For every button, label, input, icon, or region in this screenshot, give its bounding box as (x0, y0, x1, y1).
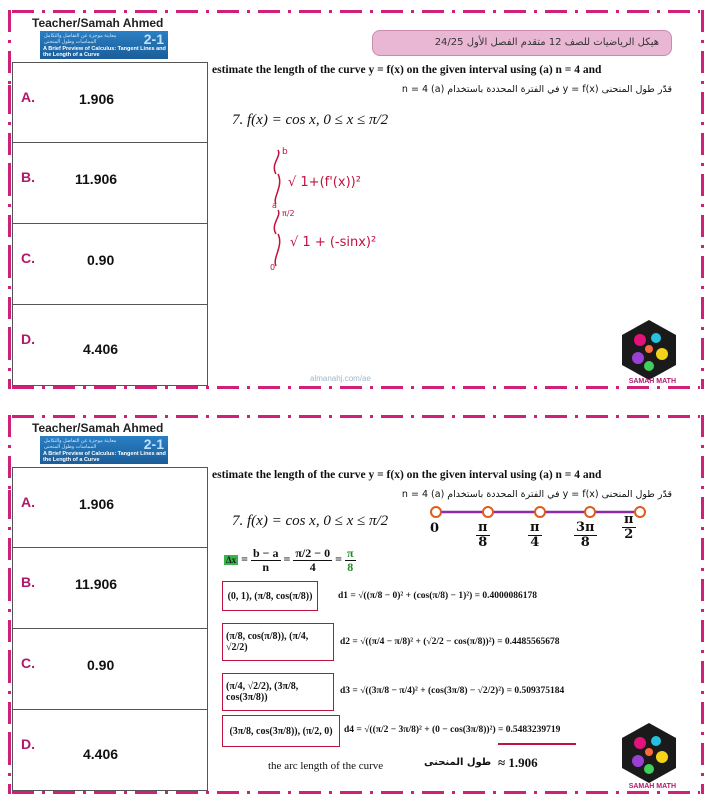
choice-letter: B. (21, 169, 35, 185)
choice-marker (8, 490, 11, 514)
dx-fraction-2 (293, 547, 332, 573)
distance-expr: √((π/4 − π/8)² + (√2/2 − cos(π/8))²) (360, 637, 495, 647)
lesson-banner (40, 31, 168, 59)
watermark: almanahj.com/ae (310, 374, 371, 383)
tick-label-0: 0 (430, 521, 440, 536)
delta-x-formula: Δx = $\frac{b - a}{n}$ = $\frac{\pi/2 - 0}{4}$ = $\frac{\pi}{8}$ (226, 546, 354, 574)
tick-num: π (530, 520, 540, 535)
choice-letter: C. (21, 655, 35, 671)
choice-letter: D. (21, 736, 35, 752)
dx-ans-num: π (346, 546, 354, 560)
lesson-banner (40, 436, 168, 464)
lower-limit-2: 0 (270, 263, 276, 272)
distance-label: d4 = (344, 725, 362, 735)
tick-den: 4 (530, 534, 540, 550)
point-pair-4: (3π/8, cos(3π/8)), (π/2, 0) (222, 715, 340, 747)
prompt-english: estimate the length of the curve y = f(x) on the given interval using (a) n = 4 and (212, 64, 602, 76)
logo-text: SAMAH MATH (628, 378, 676, 385)
border-top (12, 10, 700, 13)
choice-marker (8, 246, 11, 270)
number-line-axis (430, 505, 650, 519)
choice-marker (8, 85, 11, 109)
distance-1 (338, 591, 537, 601)
choice-c[interactable] (12, 224, 208, 305)
choice-a[interactable] (12, 467, 208, 548)
dx-num2: π/2 − 0 (295, 546, 331, 560)
border-top (12, 415, 700, 418)
header-pill: هيكل الرياضيات للصف 12 متقدم الفصل الأول 24/25 (372, 30, 672, 56)
prompt-arabic: قدّر طول المنحنى y = f(x) في الفترة المحددة باستخدام (a) n = 4 (401, 84, 672, 95)
point-pair-1: (0, 1), (π/8, cos(π/8)) (222, 581, 318, 611)
choices-list (12, 467, 208, 791)
choice-value: 1.906 (79, 91, 115, 107)
border-bottom (12, 791, 700, 794)
teacher-name: Teacher/Samah Ahmed (32, 16, 164, 30)
tick-den: 8 (580, 534, 590, 550)
choice-value: 1.906 (79, 496, 115, 512)
border-right (701, 10, 704, 389)
slide-solution (0, 405, 712, 800)
choice-c[interactable] (12, 629, 208, 710)
samah-math-logo (618, 721, 680, 785)
upper-limit-2: π/2 (282, 209, 295, 218)
delta-x-label: Δx (226, 554, 237, 565)
choice-value: 11.906 (75, 576, 118, 592)
tick-num: π (478, 520, 488, 535)
distance-value: = 0.4485565678 (497, 637, 560, 647)
distance-label: d2 = (340, 637, 358, 647)
arc-length-arabic: طول المنحنى (424, 757, 492, 768)
upper-limit-1: b (282, 147, 288, 157)
distance-value: = 0.509375184 (506, 686, 565, 696)
distance-3 (340, 686, 564, 696)
border-bottom (12, 386, 700, 389)
choice-letter: C. (21, 250, 35, 266)
dx-den: n (262, 559, 270, 574)
lesson-banner-english: A Brief Preview of Calculus: Tangent Lines and the Length of a Curve (43, 451, 166, 463)
choice-b[interactable] (12, 143, 208, 224)
lesson-banner-english: A Brief Preview of Calculus: Tangent Lines and the Length of a Curve (43, 46, 166, 58)
dx-den2: 4 (309, 559, 316, 574)
distance-value: = 0.4000086178 (474, 591, 538, 601)
choice-letter: A. (21, 494, 35, 510)
point-pair-3: (π/4, √2/2), (3π/8, cos(3π/8)) (222, 673, 334, 711)
integrand-1: √ 1+(f'(x))² (288, 175, 361, 190)
distance-expr: √((π/8 − 0)² + (cos(π/8) − 1)²) (358, 591, 473, 601)
border-right (701, 415, 704, 794)
tick-den: 2 (624, 526, 634, 542)
problem-statement: 7. f(x) = cos x, 0 ≤ x ≤ π/2 (232, 112, 389, 128)
choice-value: 0.90 (87, 252, 115, 268)
choice-a[interactable] (12, 62, 208, 143)
lesson-number: 2-1 (143, 436, 164, 452)
tick-label-3pi-8 (574, 521, 597, 549)
choice-marker (8, 570, 11, 594)
samah-math-logo (618, 318, 680, 382)
choice-d[interactable] (12, 305, 208, 386)
distance-label: d1 = (338, 591, 356, 601)
number-line (430, 505, 650, 575)
handwritten-work (268, 146, 428, 276)
lesson-number: 2-1 (143, 31, 164, 47)
logo-text: SAMAH MATH (628, 783, 676, 790)
tick-den: 8 (478, 534, 488, 550)
dx-num: b − a (253, 546, 279, 560)
tick-label-pi-8 (476, 521, 490, 549)
choice-marker (8, 651, 11, 675)
choice-letter: A. (21, 89, 35, 105)
arc-length-label: the arc length of the curve (268, 760, 384, 772)
choice-value: 11.906 (75, 171, 118, 187)
choice-value: 4.406 (83, 341, 119, 357)
tick-label-pi-2 (622, 513, 636, 541)
lesson-banner-arabic: معاينة موجزة عن التفاضل والتكامل المماسات وطول المنحنى (44, 33, 117, 45)
choice-d[interactable] (12, 710, 208, 791)
choice-value: 0.90 (87, 657, 115, 673)
prompt-english: estimate the length of the curve y = f(x) on the given interval using (a) n = 4 and (212, 469, 602, 481)
distance-value: = 0.5483239719 (497, 725, 561, 735)
lower-limit-1: a (272, 201, 277, 210)
slide-question (0, 0, 712, 395)
choice-marker (8, 732, 11, 756)
tick-label-pi-4 (528, 521, 542, 549)
problem-statement: 7. f(x) = cos x, 0 ≤ x ≤ π/2 (232, 513, 389, 529)
distance-label: d3 = (340, 686, 358, 696)
dx-answer (345, 547, 356, 573)
choice-letter: B. (21, 574, 35, 590)
distance-expr: √((3π/8 − π/4)² + (cos(3π/8) − √2/2)²) (360, 686, 505, 696)
choice-letter: D. (21, 331, 35, 347)
tick-num: 3π (576, 520, 595, 535)
choices-list (12, 62, 208, 386)
integral-sign-1 (274, 150, 279, 204)
arc-length-value: ≈ 1.906 (498, 755, 538, 770)
integral-sign-2 (274, 210, 279, 266)
lesson-banner-arabic: معاينة موجزة عن التفاضل والتكامل المماسات وطول المنحنى (44, 438, 117, 450)
dx-fraction-1 (251, 547, 281, 573)
teacher-name: Teacher/Samah Ahmed (32, 421, 164, 435)
choice-marker (8, 327, 11, 351)
point-pair-2: (π/8, cos(π/8)), (π/4, √2/2) (222, 623, 334, 661)
choice-value: 4.406 (83, 746, 119, 762)
sum-underline (498, 743, 576, 745)
distance-expr: √((π/2 − 3π/8)² + (0 − cos(3π/8))²) (364, 725, 496, 735)
dx-ans-den: 8 (347, 559, 354, 574)
distance-2 (340, 637, 560, 647)
tick-num: π (624, 512, 634, 527)
distance-4 (344, 725, 560, 735)
integrand-2: √ 1 + (-sinx)² (290, 235, 377, 250)
choice-b[interactable] (12, 548, 208, 629)
choice-marker (8, 165, 11, 189)
prompt-arabic: قدّر طول المنحنى y = f(x) في الفترة المحددة باستخدام (a) n = 4 (401, 489, 672, 500)
